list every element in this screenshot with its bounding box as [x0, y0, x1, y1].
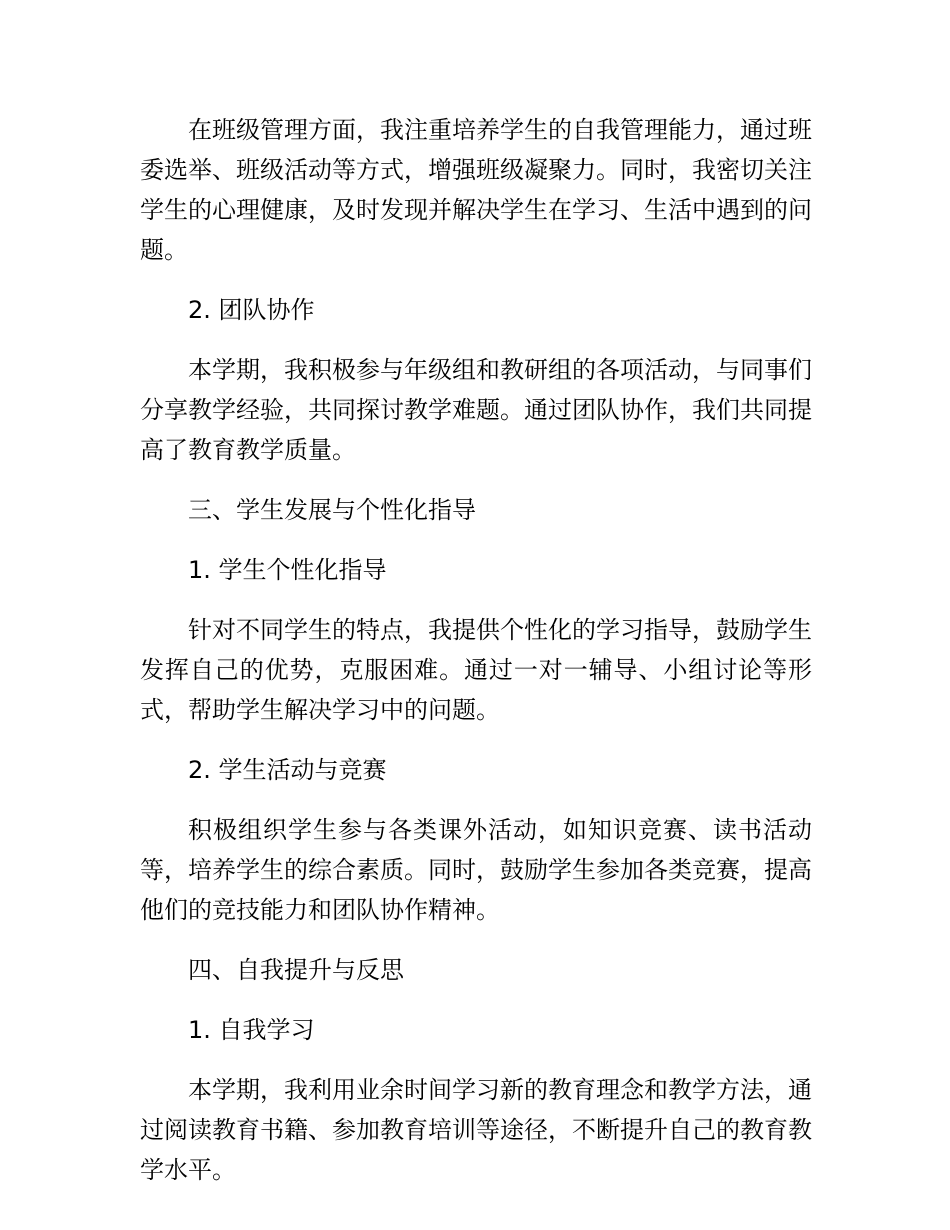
section-heading-student-development: 三、学生发展与个性化指导 — [188, 496, 476, 524]
document-body — [140, 110, 812, 1210]
heading-self-learning: 1. 自我学习 — [188, 1016, 315, 1044]
paragraph-individual-guidance: 针对不同学生的特点，我提供个性化的学习指导，鼓励学生发挥自己的优势，克服困难。通过一对一辅导、小组讨论等形式，帮助学生解决学习中的问题。 — [140, 616, 812, 724]
paragraph-activities-competitions: 积极组织学生参与各类课外活动，如知识竞赛、读书活动等，培养学生的综合素质。同时，鼓励学生参加各类竞赛，提高他们的竞技能力和团队协作精神。 — [140, 816, 812, 924]
heading-individual-guidance: 1. 学生个性化指导 — [188, 556, 387, 584]
heading-activities-competitions: 2. 学生活动与竞赛 — [188, 756, 387, 784]
paragraph-class-management: 在班级管理方面，我注重培养学生的自我管理能力，通过班委选举、班级活动等方式，增强班级凝聚力。同时，我密切关注学生的心理健康，及时发现并解决学生在学习、生活中遇到的问题。 — [140, 116, 812, 264]
paragraph-team-collaboration: 本学期，我积极参与年级组和教研组的各项活动，与同事们分享教学经验，共同探讨教学难题。通过团队协作，我们共同提高了教育教学质量。 — [140, 356, 812, 464]
section-heading-self-improvement: 四、自我提升与反思 — [188, 956, 404, 984]
heading-team-collaboration: 2. 团队协作 — [188, 296, 315, 324]
paragraph-self-learning: 本学期，我利用业余时间学习新的教育理念和教学方法，通过阅读教育书籍、参加教育培训等途径，不断提升自己的教育教学水平。 — [140, 1076, 812, 1184]
